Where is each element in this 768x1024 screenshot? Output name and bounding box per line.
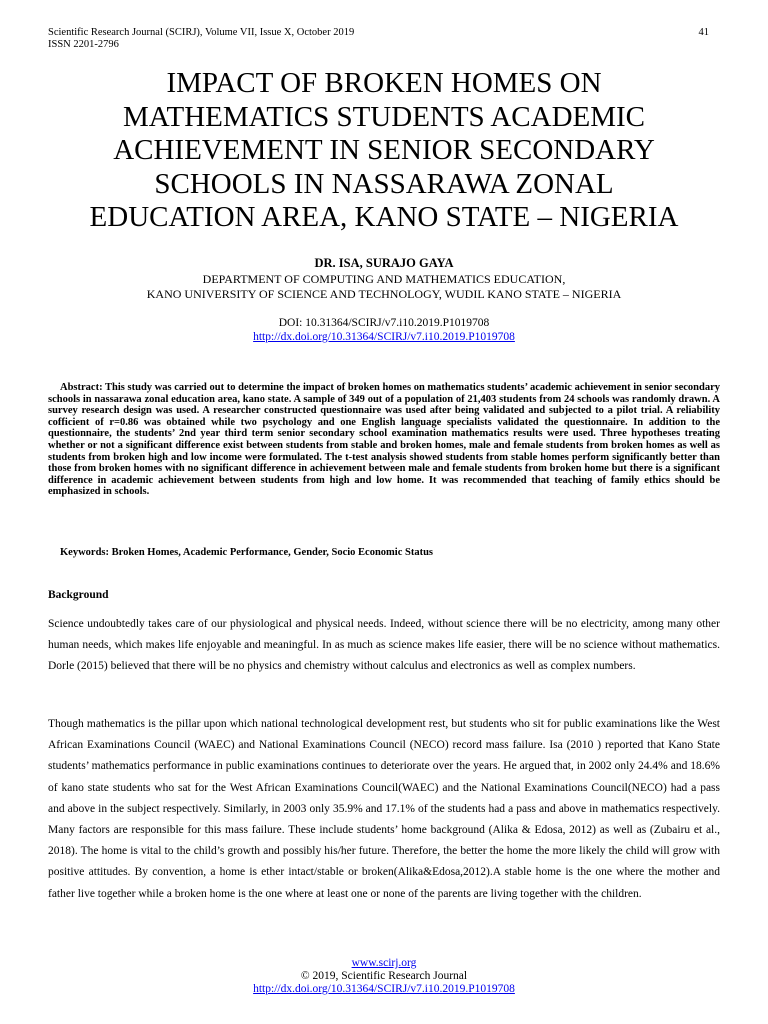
- paper-title: [40, 67, 728, 235]
- body-paragraph: Science undoubtedly takes care of our physiological and physical needs. Indeed, without science there will be no electricity, among many other human needs, which makes life enjoyable and meaningful. In as much as science makes life easier, there will be no science without mathematics. Dorle (2015) believed that there will be no physics and chemistry without calculus and electronics as well as complex numbers.: [48, 618, 720, 673]
- abstract: Abstract: This study was carried out to determine the impact of broken homes on mathematics students’ academic achievement in senior secondary schools in nassarawa zonal education area, kano state. A sample of 349 out of a population of 21,403 students from 24 schools was randomly drawn. A survey research design was used. A researcher constructed questionnaire was used after being validated and subjected to a pilot trial. A reliability cofficient of r=0.86 was obtained while two psychology and one English language specialists validated the questionnaire. In addition to the questionnaire, the students’ 2nd year third term senior secondary school examination mathematics results were used. Three hypotheses treating whether or not a significant difference exist between students from stable and broken homes, male and female students from broken homes as well as students from broken high and low income were formulated. The t-test analysis showed students from stable homes perform significantly better than those from broken homes with no significant difference in achievement between male and female students from broken home but there is a significant difference in academic achievement between students from high and low home. It was recommended that teaching of family ethics should be emphasized in schools.: [48, 382, 720, 498]
- issn: ISSN 2201-2796: [48, 39, 119, 50]
- doi-link[interactable]: http://dx.doi.org/10.31364/SCIRJ/v7.i10.2019.P1019708: [253, 331, 515, 343]
- affiliation-university: KANO UNIVERSITY OF SCIENCE AND TECHNOLOGY, WUDIL KANO STATE – NIGERIA: [146, 287, 622, 301]
- doi-block: [48, 316, 720, 344]
- footer-website-link[interactable]: www.scirj.org: [351, 957, 417, 969]
- title-line: ACHIEVEMENT IN SENIOR SECONDARY: [113, 134, 655, 166]
- page-footer: [48, 957, 720, 996]
- footer-doi-link[interactable]: http://dx.doi.org/10.31364/SCIRJ/v7.i10.2019.P1019708: [253, 983, 515, 995]
- title-line: MATHEMATICS STUDENTS ACADEMIC: [122, 100, 646, 133]
- author-name: DR. ISA, SURAJO GAYA: [314, 256, 454, 270]
- page-number: 41: [698, 27, 709, 38]
- section-heading-background: Background: [48, 589, 109, 601]
- title-line: IMPACT OF BROKEN HOMES ON: [166, 67, 602, 99]
- title-line: EDUCATION AREA, KANO STATE – NIGERIA: [89, 201, 679, 233]
- title-line: SCHOOLS IN NASSARAWA ZONAL: [154, 167, 614, 200]
- footer-copyright: © 2019, Scientific Research Journal: [300, 970, 468, 982]
- affiliation: [48, 272, 720, 302]
- doi-text: DOI: 10.31364/SCIRJ/v7.i10.2019.P1019708: [278, 317, 490, 329]
- journal-citation: Scientific Research Journal (SCIRJ), Volume VII, Issue X, October 2019: [48, 27, 355, 38]
- body-paragraph: Though mathematics is the pillar upon which national technological development rest, but students who sit for public examinations like the West African Examinations Council (WAEC) and National Examinations Council (NECO) record mass failure. Isa (2010 ) reported that Kano State students’ mathematics performance in public examinations continues to deteriorate over the years. He argued that, in 2002 only 24.4% and 18.6% of kano state students who sat for the West African Examinations Council(WAEC) and the National Examinations Council(NECO) had a pass and above in the subject respectively. Similarly, in 2003 only 35.9% and 17.1% of the students had a pass and above in mathematics respectively. Many factors are responsible for this mass failure. These include students’ home background (Alika & Edosa, 2012) as well as (Zubairu et al., 2018). The home is vital to the child’s growth and possibly his/her future. Therefore, the better the home the more likely the child will grow with positive attitudes. By convention, a home is ether intact/stable or broken(Alika&Edosa,2012).A stable home is the one where the mother and father live together while a broken home is the one where at least one or none of the parents are living together with the children.: [48, 718, 720, 900]
- keywords: Keywords: Broken Homes, Academic Performance, Gender, Socio Economic Status: [60, 547, 433, 558]
- affiliation-department: DEPARTMENT OF COMPUTING AND MATHEMATICS EDUCATION,: [202, 272, 566, 286]
